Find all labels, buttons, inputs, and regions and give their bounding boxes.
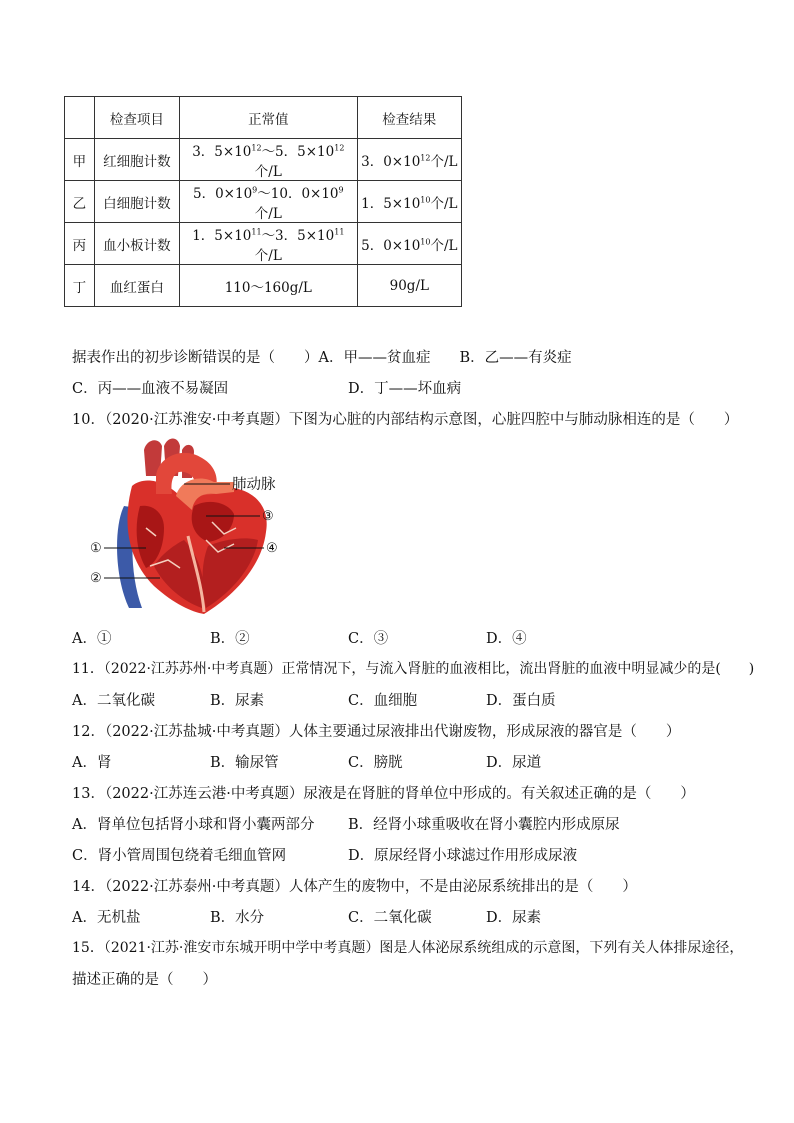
row-result: 5．$0\times 10^{10}$个/L xyxy=(357,223,461,265)
row-normal: 3．$5\times 10^{12}\sim 5$．$5\times 10^{12}$个/L xyxy=(180,139,358,181)
q13-option-b: B．经肾小球重吸收在肾小囊腔内形成原尿 xyxy=(348,817,620,833)
table-row xyxy=(65,181,462,223)
callout-pulmonary-artery: 肺动脉 xyxy=(232,477,276,493)
q13-stem: 13．（2022·江苏连云港·中考真题）尿液是在肾脏的肾单位中形成的。有关叙述正确的是（ ） xyxy=(72,786,695,802)
q11-option-d: D．蛋白质 xyxy=(486,693,556,709)
heart-diagram xyxy=(84,436,284,616)
callout-4: ④ xyxy=(266,541,278,556)
q10-option-c: C．③ xyxy=(348,631,389,647)
row-item: 血红蛋白 xyxy=(94,265,179,307)
table-header-cell: 检查项目 xyxy=(94,97,179,139)
table-header-cell: 正常值 xyxy=(180,97,358,139)
row-item: 血小板计数 xyxy=(94,223,179,265)
q14-stem: 14．（2022·江苏泰州·中考真题）人体产生的废物中，不是由泌尿系统排出的是（ ） xyxy=(72,879,637,895)
table-row xyxy=(65,223,462,265)
row-label: 丁 xyxy=(65,265,95,307)
q15-stem-line2: 描述正确的是（ ） xyxy=(72,972,217,988)
q9-option-d: D．丁——坏血病 xyxy=(348,381,462,397)
q13-option-a: A．肾单位包括肾小球和肾小囊两部分 xyxy=(72,817,315,833)
q11-stem: 11．（2022·江苏苏州·中考真题）正常情况下，与流入肾脏的血液相比，流出肾脏的血液中明显减少的是( ) xyxy=(72,661,755,677)
q15-stem-line1: 15．（2021·江苏·淮安市东城开明中学中考真题）图是人体泌尿系统组成的示意图，下列有关人体排尿途径， xyxy=(72,940,744,956)
q12-option-b: B．输尿管 xyxy=(210,755,279,771)
row-normal: 5．$0\times 10^9\sim 10$．$0\times 10^9$个/L xyxy=(180,181,358,223)
q10-stem: 10．（2020·江苏淮安·中考真题）下图为心脏的内部结构示意图，心脏四腔中与肺动脉相连的是（ ） xyxy=(72,412,739,428)
table-row xyxy=(65,139,462,181)
q11-option-a: A．二氧化碳 xyxy=(72,693,155,709)
q12-option-c: C．膀胱 xyxy=(348,755,403,771)
q9-option-c: C．丙——血液不易凝固 xyxy=(72,381,229,397)
q12-option-a: A．肾 xyxy=(72,755,112,771)
row-label: 甲 xyxy=(65,139,95,181)
heart-illustration xyxy=(84,436,284,616)
q11-option-b: B．尿素 xyxy=(210,693,265,709)
q13-option-d: D．原尿经肾小球滤过作用形成尿液 xyxy=(348,848,578,864)
row-label: 丙 xyxy=(65,223,95,265)
row-result: 90g/L xyxy=(357,265,461,307)
row-label: 乙 xyxy=(65,181,95,223)
q12-stem: 12．（2022·江苏盐城·中考真题）人体主要通过尿液排出代谢废物，形成尿液的器官是（ ） xyxy=(72,724,681,740)
blood-test-table xyxy=(64,96,462,307)
left-ventricle-shape xyxy=(203,538,259,608)
row-result: 3．$0\times 10^{12}$个/L xyxy=(357,139,461,181)
callout-3: ③ xyxy=(262,509,274,524)
callout-1: ① xyxy=(90,541,102,556)
row-normal: 110～160g/L xyxy=(180,265,358,307)
table-header-row xyxy=(65,97,462,139)
row-item: 白细胞计数 xyxy=(94,181,179,223)
q10-option-a: A．① xyxy=(72,631,112,647)
table-header-cell: 检查结果 xyxy=(357,97,461,139)
table-row xyxy=(65,265,462,307)
table-header-cell xyxy=(65,97,95,139)
q14-option-b: B．水分 xyxy=(210,910,265,926)
q14-option-a: A．无机盐 xyxy=(72,910,141,926)
row-item: 红细胞计数 xyxy=(94,139,179,181)
q12-option-d: D．尿道 xyxy=(486,755,542,771)
callout-2: ② xyxy=(90,571,102,586)
q11-option-c: C．血细胞 xyxy=(348,693,418,709)
q9-stem: 据表作出的初步诊断错误的是（ ）A．甲——贫血症 B．乙——有炎症 xyxy=(72,350,572,366)
q14-option-d: D．尿素 xyxy=(486,910,542,926)
row-normal: 1．$5\times 10^{11}\sim 3$．$5\times 10^{11}$个/L xyxy=(180,223,358,265)
q10-option-b: B．② xyxy=(210,631,250,647)
q14-option-c: C．二氧化碳 xyxy=(348,910,432,926)
q10-option-d: D．④ xyxy=(486,631,527,647)
row-result: 1．$5\times 10^{10}$个/L xyxy=(357,181,461,223)
q13-option-c: C．肾小管周围包绕着毛细血管网 xyxy=(72,848,287,864)
